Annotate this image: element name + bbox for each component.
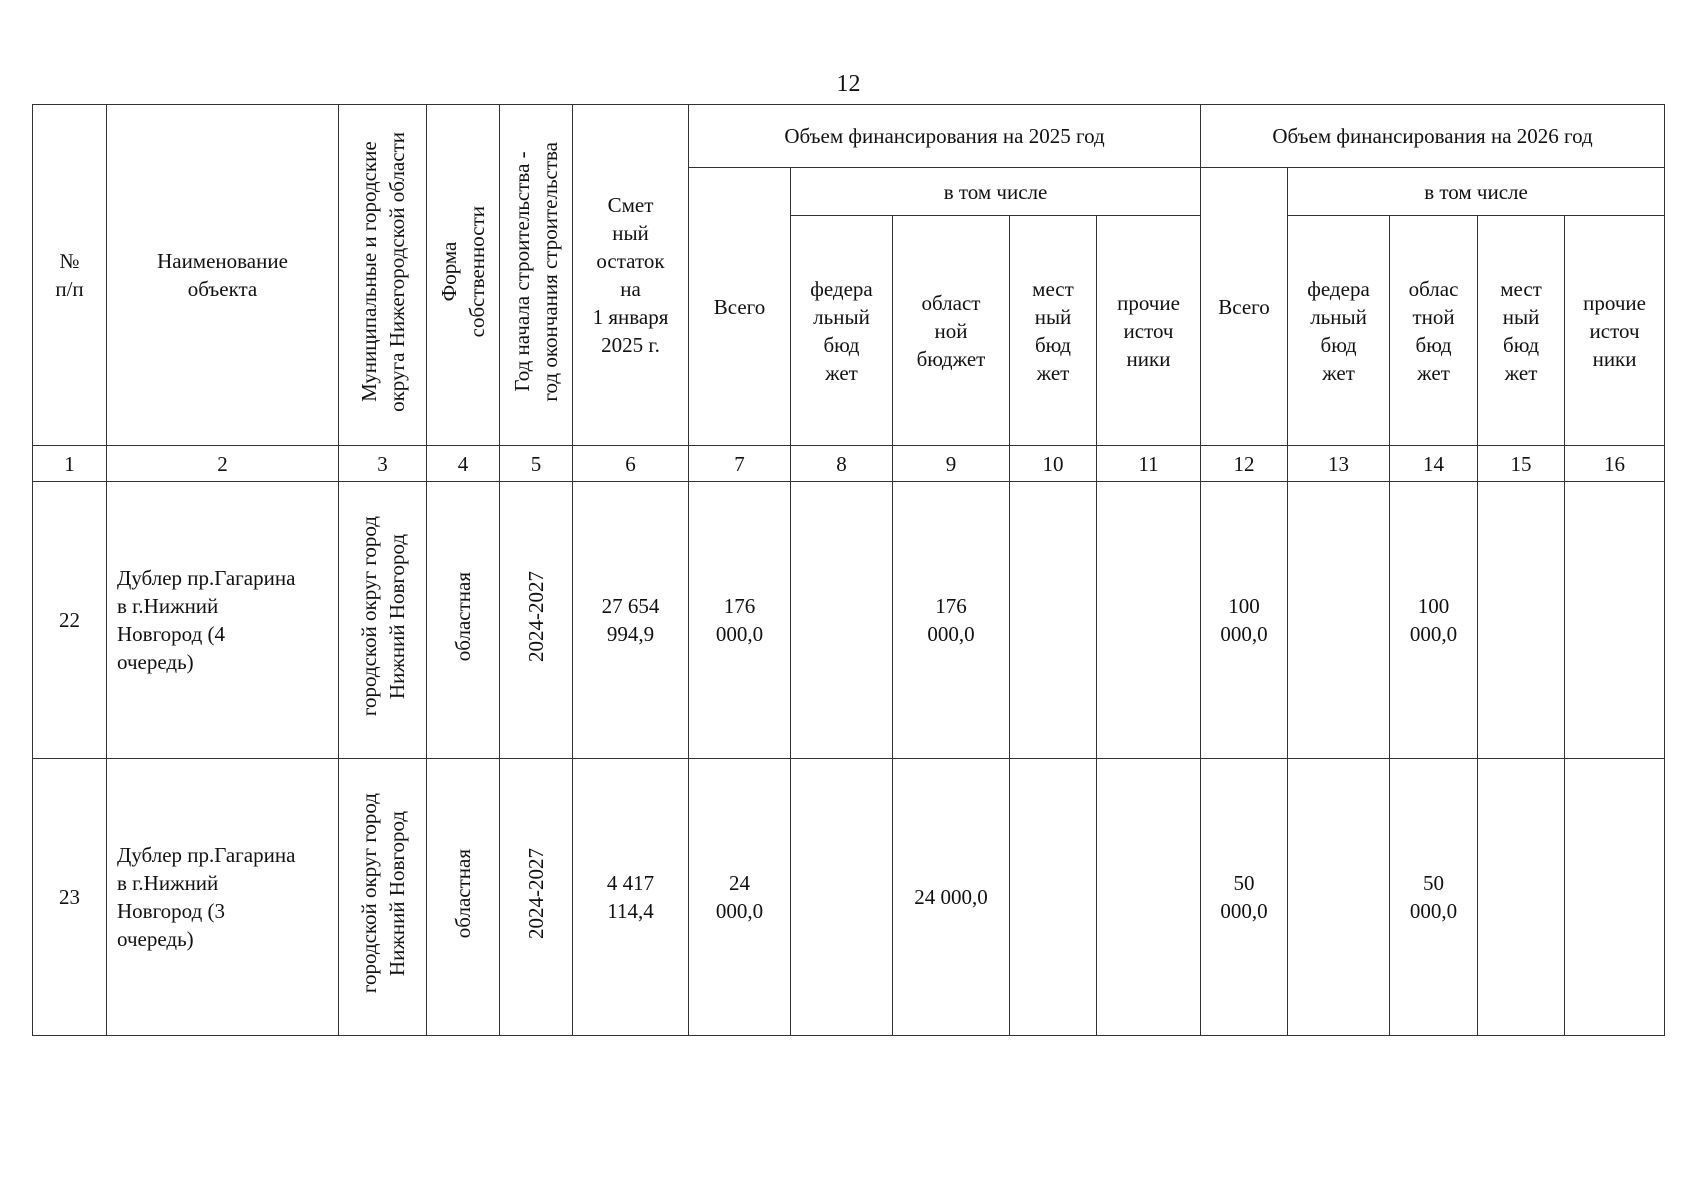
header-federal-2026: федера льный бюд жет — [1288, 216, 1390, 446]
row-local-2026 — [1478, 759, 1565, 1036]
column-number: 1 — [33, 446, 107, 482]
column-number: 8 — [791, 446, 893, 482]
header-num: № п/п — [33, 105, 107, 446]
financing-table — [32, 104, 1665, 1036]
column-number: 11 — [1097, 446, 1201, 482]
header-remainder: Смет ный остаток на 1 января 2025 г. — [573, 105, 689, 446]
row-total-2026: 50 000,0 — [1201, 759, 1288, 1036]
column-number: 9 — [893, 446, 1010, 482]
header-financing-2025: Объем финансирования на 2025 год — [689, 105, 1201, 168]
row-total-2026: 100 000,0 — [1201, 482, 1288, 759]
row-other-2025 — [1097, 482, 1201, 759]
row-regional-2025: 24 000,0 — [893, 759, 1010, 1036]
column-number: 13 — [1288, 446, 1390, 482]
header-regional-2025: област ной бюджет — [893, 216, 1010, 446]
row-ownership: областная — [427, 759, 500, 1036]
column-number: 3 — [339, 446, 427, 482]
header-financing-2026: Объем финансирования на 2026 год — [1201, 105, 1665, 168]
page-number: 12 — [836, 71, 861, 97]
column-number: 4 — [427, 446, 500, 482]
row-other-2026 — [1565, 482, 1665, 759]
row-object-name: Дублер пр.Гагарина в г.Нижний Новгород (3 очередь) — [107, 759, 339, 1036]
header-years: Год начала строительства - год окончания строительства — [500, 105, 573, 446]
header-ownership: Форма собственности — [427, 105, 500, 446]
row-federal-2026 — [1288, 759, 1390, 1036]
header-federal-2025: федера льный бюд жет — [791, 216, 893, 446]
row-remainder: 4 417 114,4 — [573, 759, 689, 1036]
row-years: 2024-2027 — [500, 759, 573, 1036]
row-years: 2024-2027 — [500, 482, 573, 759]
row-ownership: областная — [427, 482, 500, 759]
table-row — [33, 759, 1665, 1036]
row-total-2025: 24 000,0 — [689, 759, 791, 1036]
column-number-row — [33, 446, 1665, 482]
row-num: 22 — [33, 482, 107, 759]
column-number: 7 — [689, 446, 791, 482]
row-object-name: Дублер пр.Гагарина в г.Нижний Новгород (4 очередь) — [107, 482, 339, 759]
header-including-2025: в том числе — [791, 168, 1201, 216]
row-total-2025: 176 000,0 — [689, 482, 791, 759]
column-number: 12 — [1201, 446, 1288, 482]
column-number: 2 — [107, 446, 339, 482]
header-other-2026: прочие источ ники — [1565, 216, 1665, 446]
column-number: 5 — [500, 446, 573, 482]
header-total-2026: Всего — [1201, 168, 1288, 446]
header-name: Наименование объекта — [107, 105, 339, 446]
header-total-2025: Всего — [689, 168, 791, 446]
row-federal-2026 — [1288, 482, 1390, 759]
row-local-2025 — [1010, 759, 1097, 1036]
column-number: 16 — [1565, 446, 1665, 482]
column-number: 10 — [1010, 446, 1097, 482]
header-regional-2026: облас тной бюд жет — [1390, 216, 1478, 446]
row-district: городской округ город Нижний Новгород — [339, 482, 427, 759]
header-including-2026: в том числе — [1288, 168, 1665, 216]
row-regional-2026: 100 000,0 — [1390, 482, 1478, 759]
column-number: 6 — [573, 446, 689, 482]
header-local-2026: мест ный бюд жет — [1478, 216, 1565, 446]
header-district: Муниципальные и городские округа Нижегородской области — [339, 105, 427, 446]
row-other-2025 — [1097, 759, 1201, 1036]
row-federal-2025 — [791, 482, 893, 759]
header-local-2025: мест ный бюд жет — [1010, 216, 1097, 446]
row-district: городской округ город Нижний Новгород — [339, 759, 427, 1036]
row-other-2026 — [1565, 759, 1665, 1036]
header-row-1 — [33, 105, 1665, 168]
header-other-2025: прочие источ ники — [1097, 216, 1201, 446]
row-regional-2026: 50 000,0 — [1390, 759, 1478, 1036]
column-number: 14 — [1390, 446, 1478, 482]
row-regional-2025: 176 000,0 — [893, 482, 1010, 759]
row-federal-2025 — [791, 759, 893, 1036]
row-local-2026 — [1478, 482, 1565, 759]
table-row — [33, 482, 1665, 759]
row-local-2025 — [1010, 482, 1097, 759]
column-number: 15 — [1478, 446, 1565, 482]
row-num: 23 — [33, 759, 107, 1036]
row-remainder: 27 654 994,9 — [573, 482, 689, 759]
